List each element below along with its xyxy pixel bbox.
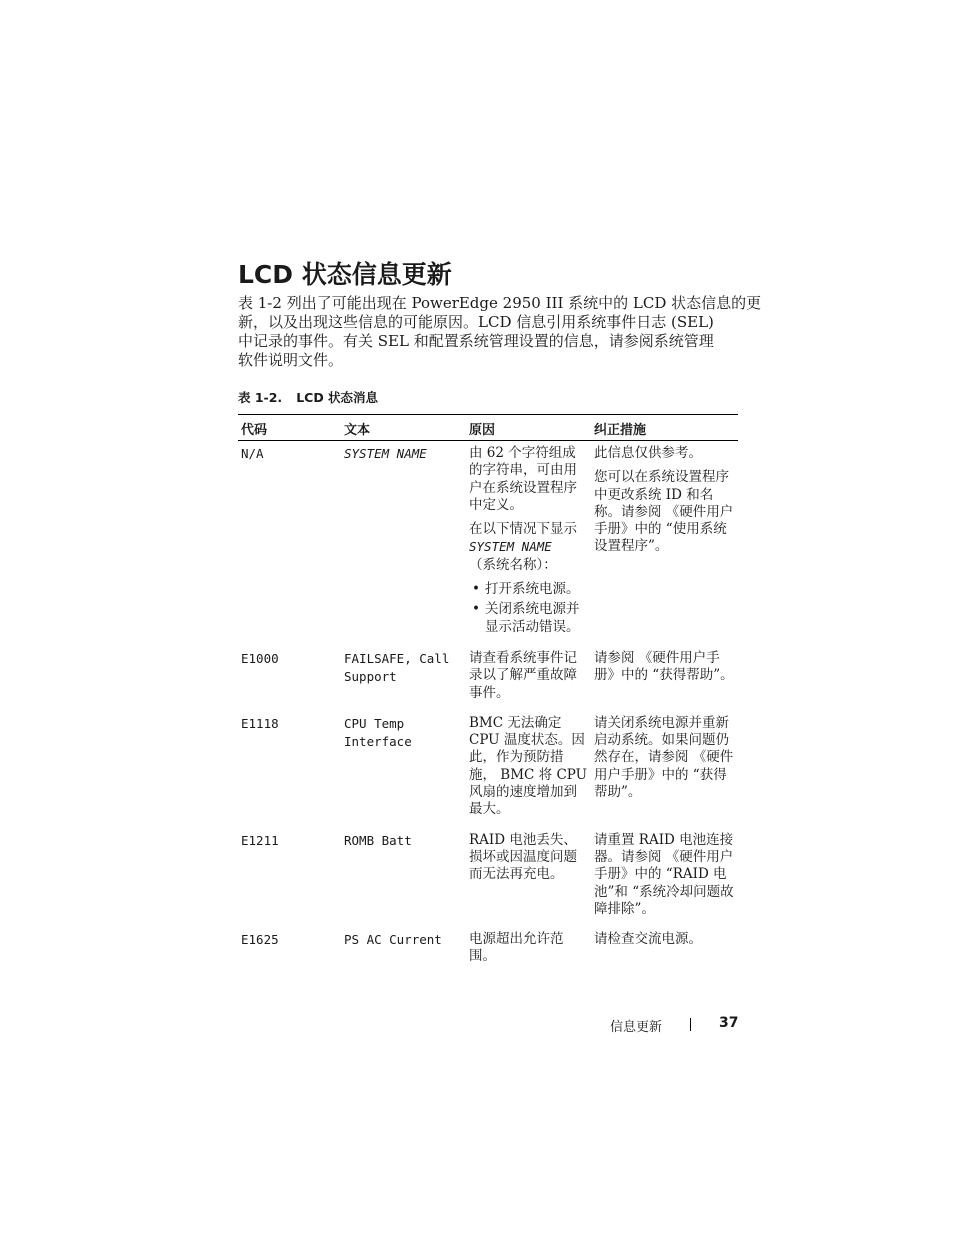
lcd-text-value: PS AC Current [344,932,442,948]
code-cell [238,647,341,712]
table-row [238,441,738,647]
text-cell [341,928,466,976]
code-cell [238,928,341,976]
cause-paragraph [469,521,587,574]
code-value: E1211 [241,832,279,848]
code-value: E1118 [241,715,279,731]
action-paragraph: 您可以在系统设置程序中更改系统 ID 和名称。请参阅 《硬件用户手册》中的 “使用系统设置程序”。 [594,469,734,555]
table-row [238,712,738,829]
intro-line: 软件说明文件。 [238,351,344,369]
intro-paragraph [238,294,762,370]
action-cell: 请参阅 《硬件用户手册》中的 “获得帮助”。 [594,649,734,684]
intro-line: 新，以及出现这些信息的可能原因。LCD 信息引用系统事件日志 (SEL) [238,313,714,331]
column-header-text: 文本 [341,415,466,441]
table-caption-number: 表 1-2. [238,390,283,405]
cause-cell: BMC 无法确定 CPU 温度状态。因此，作为预防措施， BMC 将 CPU 风扇的速度增加到最大。 [469,714,587,818]
column-header-code: 代码 [238,415,341,441]
cause-bullet-list [469,581,587,636]
column-header-action: 纠正措施 [591,415,738,441]
action-cell [591,441,738,647]
footer-section-title: 信息更新 [610,1020,663,1035]
code-cell [238,829,341,928]
action-paragraph: 此信息仅供参考。 [594,445,702,461]
bullet-icon: • [472,601,480,618]
page-number: 37 [719,1015,739,1031]
column-header-cause: 原因 [466,415,591,441]
lcd-text-value: ROMB Batt [344,832,412,848]
action-cell: 请重置 RAID 电池连接器。请参阅 《硬件用户手册》中的 “RAID 电池”和 “系统冷却问题故障排除”。 [594,831,734,917]
bullet-icon: • [472,581,480,598]
section-heading: LCD 状态信息更新 [238,260,452,289]
cause-cell: RAID 电池丢失、损坏或因温度问题而无法再充电。 [469,831,577,883]
list-item [469,581,587,598]
cause-system-name: SYSTEM NAME [469,539,552,555]
bullet-text: 打开系统电源。 [485,581,580,598]
text-cell [341,829,466,928]
lcd-text-value: FAILSAFE, Call Support [344,650,450,685]
bullet-text: 关闭系统电源并显示活动错误。 [485,601,580,635]
cause-text: 在以下情况下显示 [469,521,577,538]
text-cell [341,712,466,829]
action-cell: 请关闭系统电源并重新启动系统。如果问题仍然存在，请参阅 《硬件用户手册》中的 “获得帮助”。 [594,714,734,801]
code-cell [238,712,341,829]
table-header-row [238,415,738,441]
lcd-text-value: SYSTEM NAME [344,446,427,461]
lcd-text-value: CPU Temp Interface [344,715,412,750]
footer-divider [690,1018,691,1031]
table-row [238,829,738,928]
table-row [238,647,738,712]
intro-line: 中记录的事件。有关 SEL 和配置系统管理设置的信息，请参阅系统管理 [238,332,714,350]
table-caption [238,389,378,407]
text-cell [341,441,466,647]
text-cell [341,647,466,712]
page-footer [600,1015,740,1035]
cause-cell [466,441,591,647]
code-cell [238,441,341,647]
cause-paragraph: 由 62 个字符组成的字符串，可由用户在系统设置程序中定义。 [469,445,577,513]
lcd-status-table [238,414,738,976]
code-value: E1000 [241,650,279,666]
action-cell: 请检查交流电源。 [594,931,702,948]
list-item [469,601,587,636]
cause-cell: 请查看系统事件记录以了解严重故障事件。 [469,649,577,701]
table-row [238,928,738,976]
code-value: N/A [241,446,264,461]
cause-cell: 电源超出允许范围。 [469,931,564,965]
table-caption-title: LCD 状态消息 [296,390,379,405]
cause-text: （系统名称）： [469,556,557,573]
code-value: E1625 [241,932,279,948]
intro-line: 表 1-2 列出了可能出现在 PowerEdge 2950 III 系统中的 LCD 状态信息的更 [238,294,762,312]
